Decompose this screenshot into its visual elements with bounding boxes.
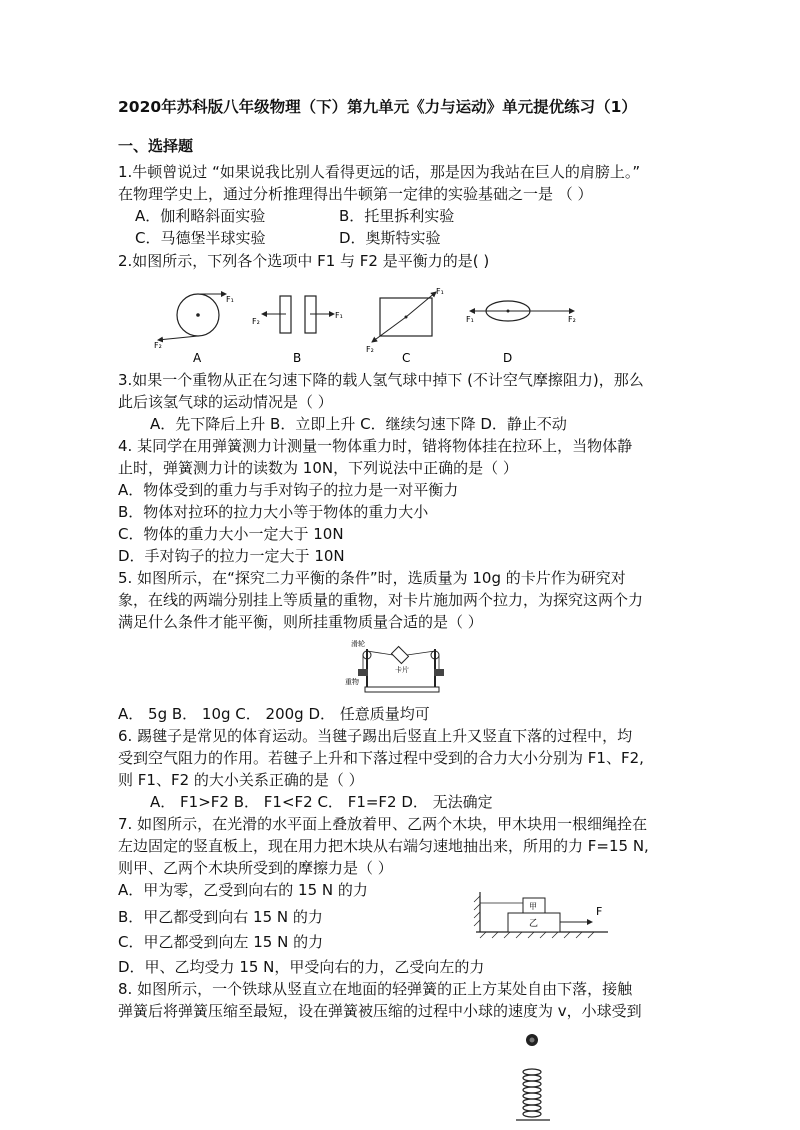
label-f1: F₁ bbox=[436, 287, 444, 296]
option-d: D．甲、乙均受力 15 N，甲受向右的力，乙受向左的力 bbox=[118, 958, 485, 976]
option-b: B．托里拆利实验 bbox=[339, 207, 455, 225]
weight-label: 重物 bbox=[345, 678, 359, 686]
question-text: 受到空气阻力的作用。若毽子上升和下落过程中受到的合力大小分别为 F1、F2, bbox=[118, 749, 644, 767]
option-a: A．甲为零，乙受到向右的 15 N 的力 bbox=[118, 881, 368, 899]
section-heading: 一、选择题 bbox=[118, 137, 194, 155]
question-text: 6. 踢毽子是常见的体育运动。当毽子踢出后竖直上升又竖直下落的过程中，均 bbox=[118, 727, 633, 745]
block-yi-label: 乙 bbox=[529, 919, 539, 929]
question-text: 8. 如图所示，一个铁球从竖直立在地面的轻弹簧的正上方某处自由下落，接触 bbox=[118, 980, 633, 998]
option-d: D．奥斯特实验 bbox=[339, 229, 441, 247]
option-b: B．物体对拉环的拉力大小等于物体的重力大小 bbox=[118, 503, 429, 521]
label-f1: F₁ bbox=[466, 315, 474, 324]
ball-spring-figure bbox=[508, 1030, 558, 1130]
question-text: 3.如果一个重物从正在匀速下降的载人氢气球中掉下 (不计空气摩擦阻力)，那么 bbox=[118, 371, 644, 389]
pulley-label: 滑轮 bbox=[351, 640, 365, 648]
option-d: D．手对钩子的拉力一定大于 10N bbox=[118, 547, 345, 565]
label-c: C bbox=[402, 351, 411, 365]
two-force-balance-figure bbox=[343, 637, 453, 697]
diagram-c bbox=[366, 287, 444, 365]
question-text: 象，在线的两端分别挂上等质量的重物，对卡片施加两个拉力，为探究这两个力 bbox=[118, 591, 644, 609]
label-b: B bbox=[293, 351, 302, 365]
question-text: 满足什么条件才能平衡，则所挂重物质量合适的是（ ） bbox=[118, 613, 483, 631]
diagram-b bbox=[252, 296, 343, 365]
question-text: 弹簧后将弹簧压缩至最短，设在弹簧被压缩的过程中小球的速度为 v，小球受到 bbox=[118, 1002, 642, 1020]
label-f2: F₂ bbox=[252, 317, 260, 326]
question-5-options: A． 5g B． 10g C． 200g D． 任意质量均可 bbox=[118, 705, 430, 723]
force-diagrams-figure bbox=[140, 280, 600, 370]
label-f2: F₂ bbox=[568, 315, 576, 324]
label-f1: F₁ bbox=[226, 295, 234, 304]
option-c: C．物体的重力大小一定大于 10N bbox=[118, 525, 344, 543]
diagram-d bbox=[466, 301, 576, 365]
stacked-blocks-figure bbox=[468, 886, 628, 944]
label-d: D bbox=[503, 351, 513, 365]
question-text: 2.如图所示，下列各个选项中 F1 与 F2 是平衡力的是( ) bbox=[118, 252, 490, 270]
label-f2: F₂ bbox=[366, 345, 374, 354]
diagram-a bbox=[154, 294, 234, 365]
option-c: C．甲乙都受到向左 15 N 的力 bbox=[118, 933, 324, 951]
option-a: A．伽利略斜面实验 bbox=[135, 207, 266, 225]
question-text: 在物理学史上，通过分析推理得出牛顿第一定律的实验基础之一是 （ ） bbox=[118, 185, 593, 203]
question-text: 则 F1、F2 的大小关系正确的是（ ） bbox=[118, 771, 364, 789]
force-f-label: F bbox=[596, 905, 603, 918]
label-f2: F₂ bbox=[154, 341, 162, 350]
block-jia-label: 甲 bbox=[529, 902, 537, 911]
question-text: 止时，弹簧测力计的读数为 10N，下列说法中正确的是（ ） bbox=[118, 459, 518, 477]
option-b: B．甲乙都受到向右 15 N 的力 bbox=[118, 908, 323, 926]
option-a: A．物体受到的重力与手对钩子的拉力是一对平衡力 bbox=[118, 481, 459, 499]
question-text: 7. 如图所示，在光滑的水平面上叠放着甲、乙两个木块，甲木块用一根细绳拴在 bbox=[118, 815, 648, 833]
label-f1: F₁ bbox=[335, 311, 343, 320]
options: A． F1>F2 B． F1<F2 C． F1=F2 D． 无法确定 bbox=[150, 793, 493, 811]
option-c: C．马德堡半球实验 bbox=[135, 229, 266, 247]
question-text: 左边固定的竖直板上，现在用力把木块从右端匀速地抽出来，所用的力 F=15 N, bbox=[118, 837, 649, 855]
question-text: 此后该氢气球的运动情况是（ ） bbox=[118, 393, 333, 411]
options: A．先下降后上升 B．立即上升 C．继续匀速下降 D．静止不动 bbox=[150, 415, 567, 433]
question-text: 4. 某同学在用弹簧测力计测量一物体重力时，错将物体挂在拉环上，当物体静 bbox=[118, 437, 633, 455]
label-a: A bbox=[193, 351, 202, 365]
question-text: 1.牛顿曾说过 “如果说我比别人看得更远的话，那是因为我站在巨人的肩膀上。” bbox=[118, 163, 641, 181]
page-title: 2020年苏科版八年级物理（下）第九单元《力与运动》单元提优练习（1） bbox=[118, 98, 637, 116]
card-label: 卡片 bbox=[395, 666, 409, 674]
question-text: 5. 如图所示，在“探究二力平衡的条件”时，选质量为 10g 的卡片作为研究对 bbox=[118, 569, 626, 587]
question-text: 则甲、乙两个木块所受到的摩擦力是（ ） bbox=[118, 859, 393, 877]
